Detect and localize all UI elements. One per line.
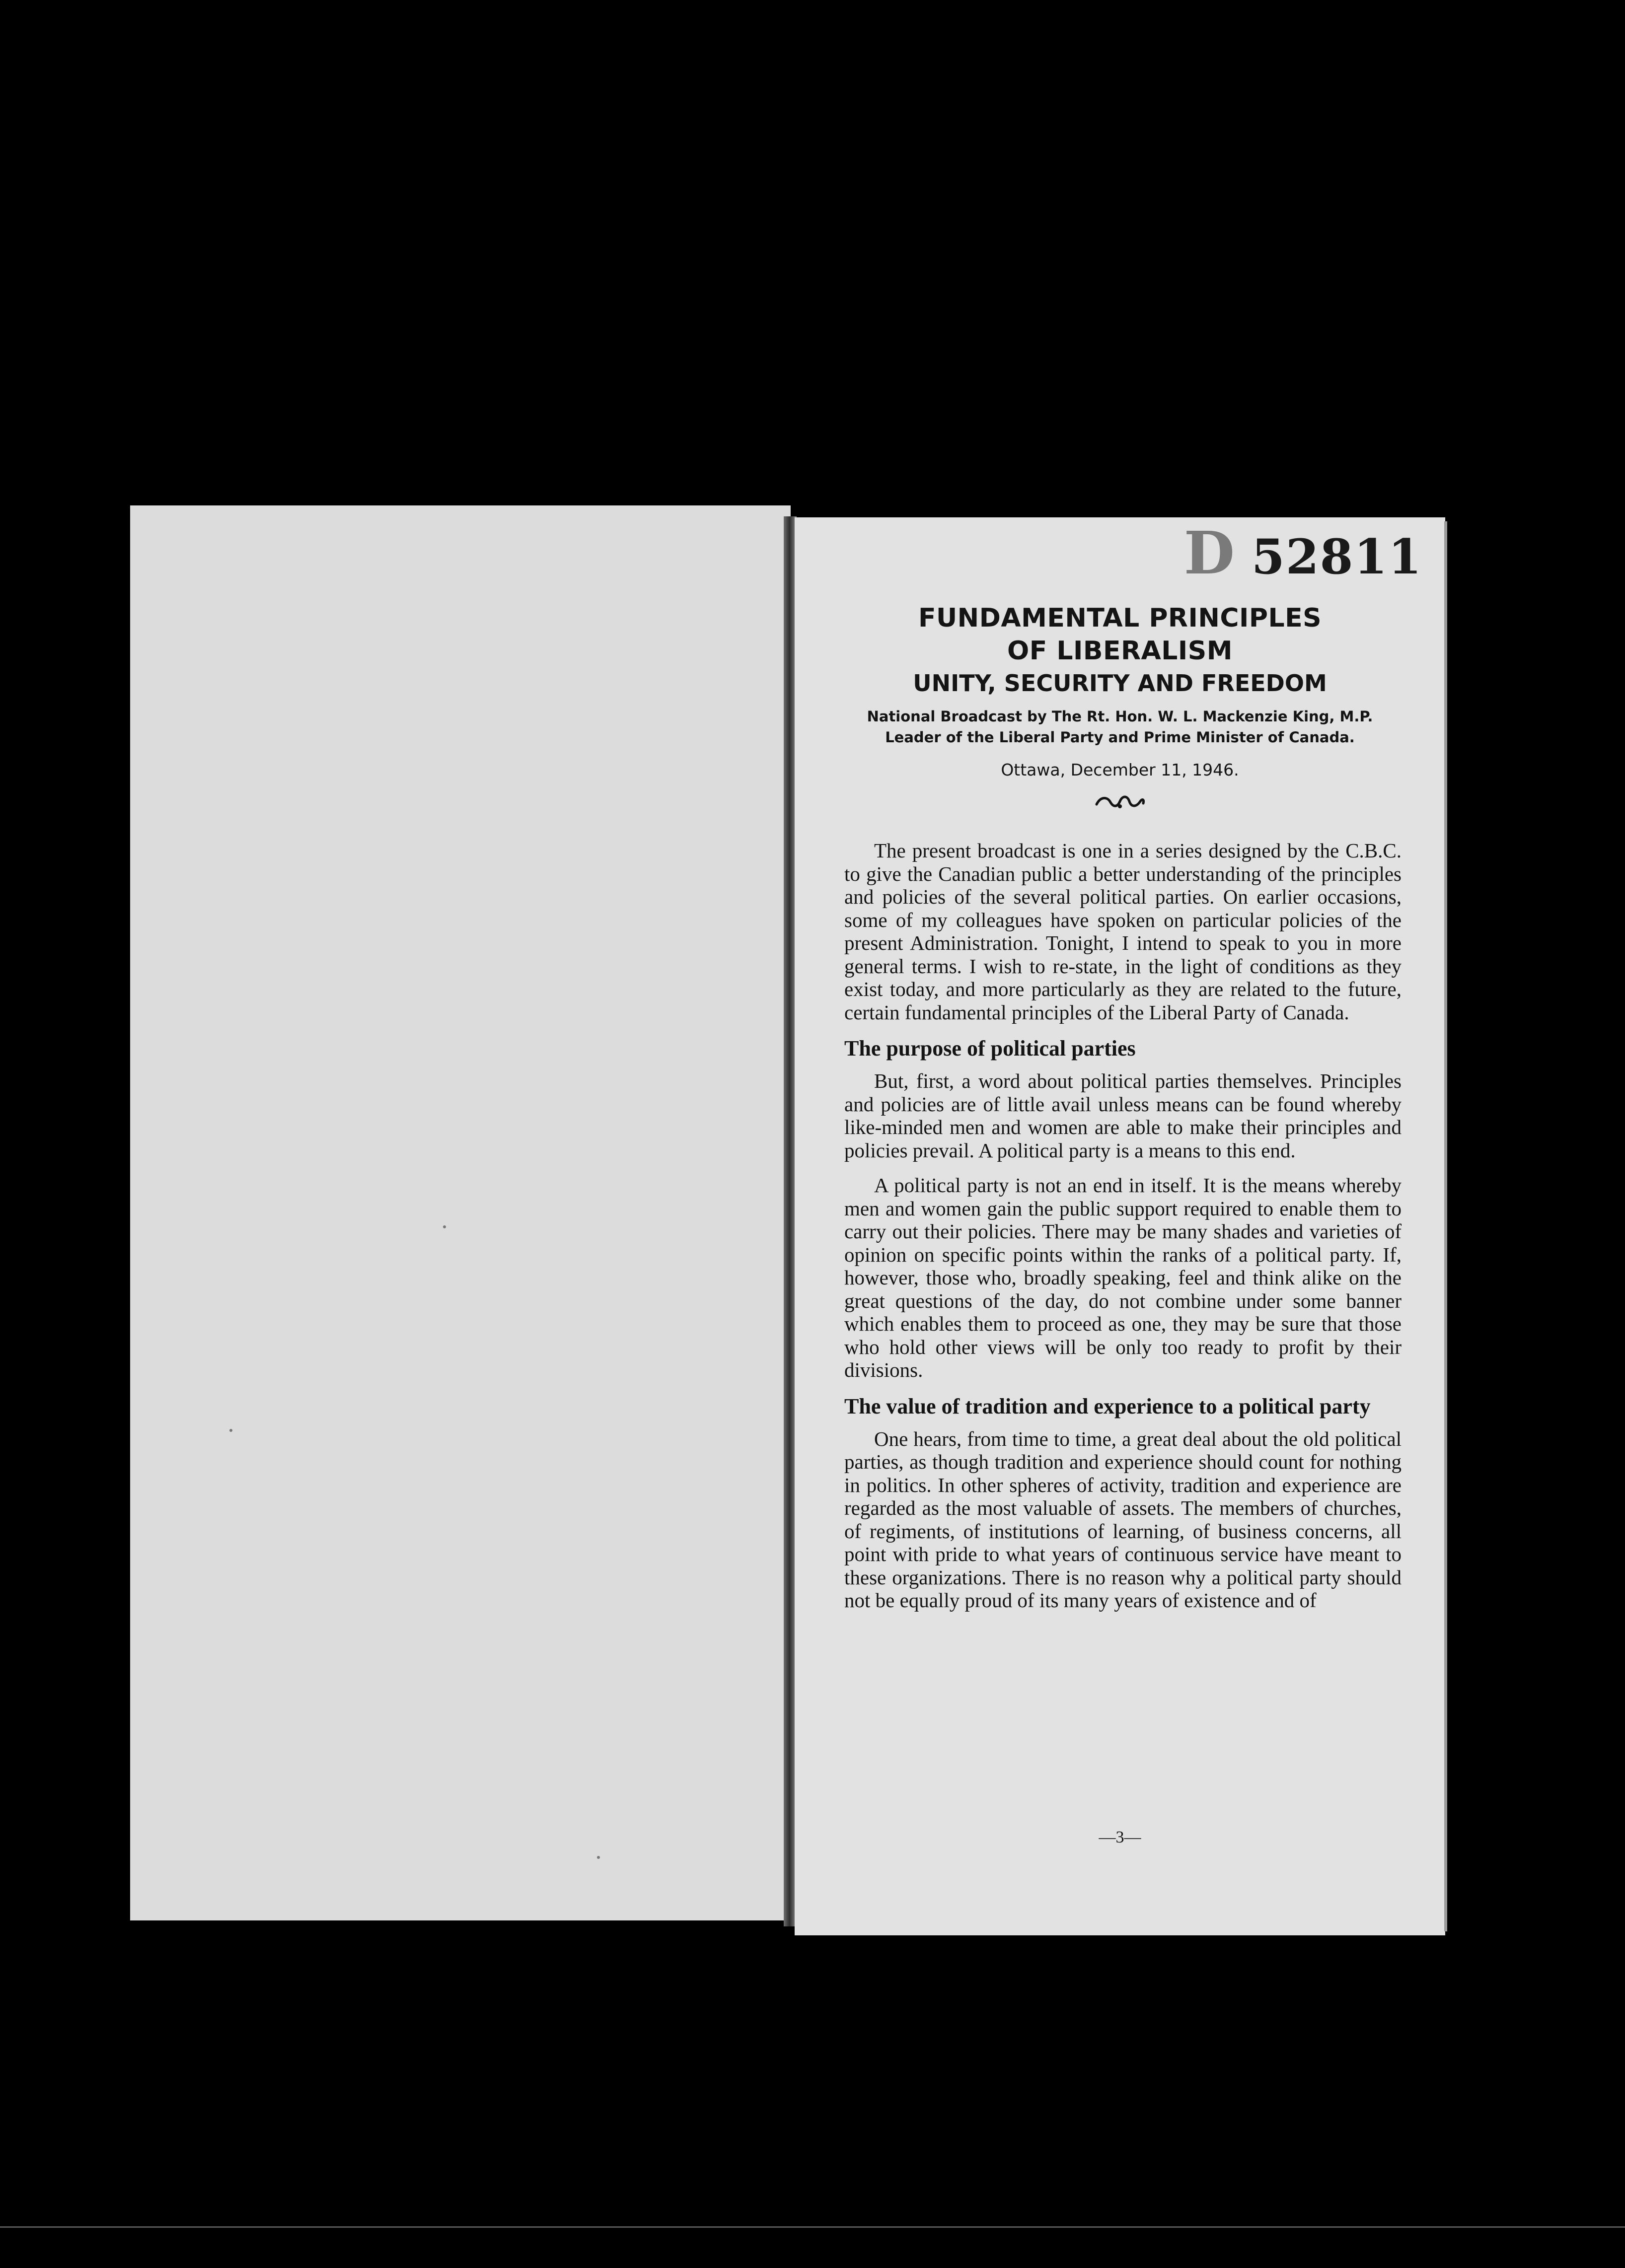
article-body [844, 839, 1402, 1624]
right-text-page [795, 517, 1445, 1935]
subtitle: UNITY, SECURITY AND FREEDOM [913, 670, 1327, 697]
title-block [795, 602, 1445, 812]
scan-bottom-rule [0, 2226, 1625, 2228]
left-blank-page [130, 505, 791, 1920]
main-title-line-2: OF LIBERALISM [1007, 636, 1233, 666]
section-heading-tradition: The value of tradition and experience to a political party [844, 1394, 1371, 1418]
paragraph-intro: The present broadcast is one in a series designed by the C.B.C. to give the Canadian public a better understanding of the principles and policies of the several political parties. On earlier occasions, some of my colleagues have spoken on particular policies of the present Administration. Tonight, I intend to speak to you in more general terms. I wish to re-state, in the light of conditions as they exist today, and more particularly as they are related to the future, certain fundamental principles of the Liberal Party of Canada. [844, 839, 1402, 1024]
paper-speck [443, 1225, 446, 1228]
document-id-number: 52811 [1252, 529, 1422, 585]
byline-line-2: Leader of the Liberal Party and Prime Minister of Canada. [885, 729, 1355, 746]
paper-speck [229, 1429, 232, 1432]
page-number: —3— [1099, 1828, 1141, 1846]
main-title-line-1: FUNDAMENTAL PRINCIPLES [918, 603, 1322, 633]
ornament-icon [1093, 793, 1147, 810]
dateline: Ottawa, December 11, 1946. [1001, 760, 1239, 780]
document-id-letter: D [1183, 518, 1235, 587]
document-id-stamp [1184, 518, 1422, 587]
section-heading-purpose: The purpose of political parties [844, 1036, 1136, 1061]
byline-line-1: National Broadcast by The Rt. Hon. W. L. Mackenzie King, M.P. [867, 708, 1373, 725]
paragraph-2: But, first, a word about political parties themselves. Principles and policies are of little avail unless means can be found whereby like-minded men and women are able to make their principles and policies prevail. A political party is a means to this end. [844, 1069, 1402, 1162]
paper-speck [597, 1856, 600, 1859]
paragraph-4: One hears, from time to time, a great deal about the old political parties, as though tradition and experience should count for nothing in politics. In other spheres of activity, tradition and experience are regarded as the most valuable of assets. The members of churches, of regiments, of institutions of learning, of business concerns, all point with pride to what years of continuous service have meant to these organizations. There is no reason why a political party should not be equally proud of its many years of existence and of [844, 1427, 1402, 1612]
paragraph-3: A political party is not an end in itself. It is the means whereby men and women gain the public support required to enable them to carry out their policies. There may be many shades and varieties of opinion on specific points within the ranks of a political party. If, however, those who, broadly speaking, feel and think alike on the great questions of the day, do not combine under some banner which enables them to proceed as one, they may be sure that those who hold other views will be only too ready to profit by their divisions. [844, 1174, 1402, 1381]
page-edge-shadow [1444, 521, 1447, 1931]
